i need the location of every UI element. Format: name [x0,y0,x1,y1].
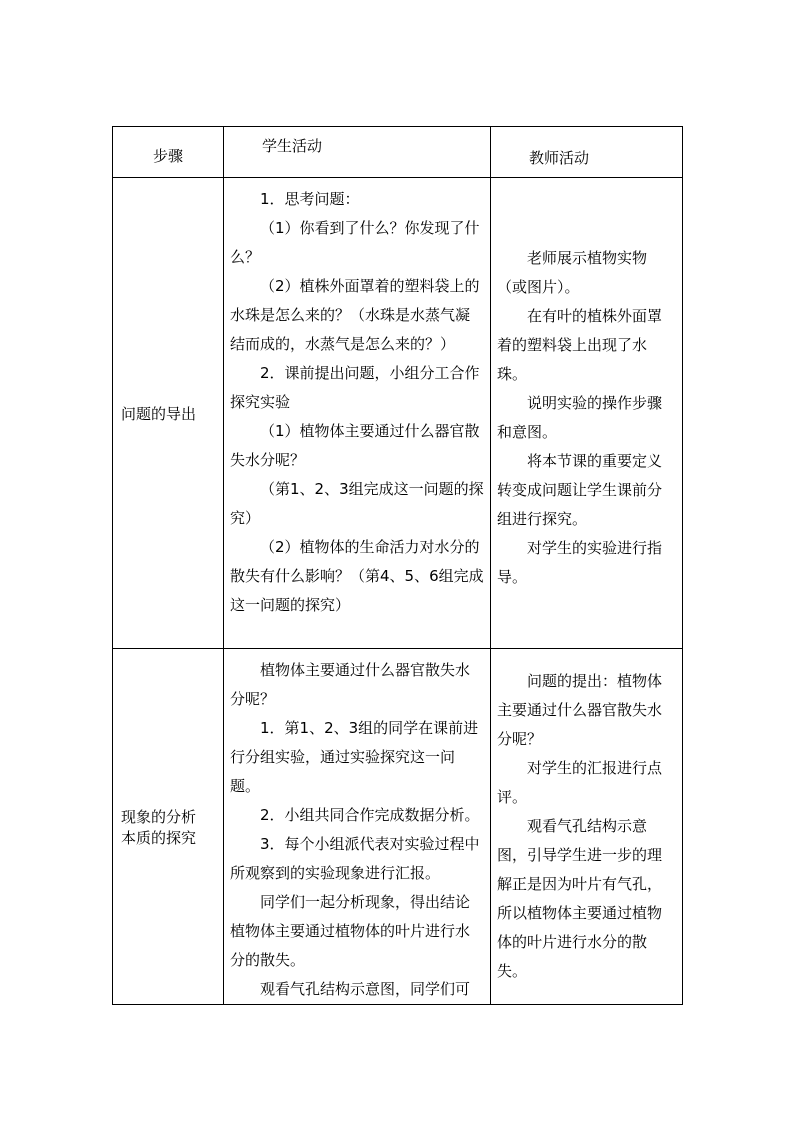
teacher-activity [491,649,682,1004]
paragraph: （第1、2、3组完成这一问题的探究） [230,480,484,527]
step-label: 问题的导出 [121,404,197,423]
paragraph: （2）植物体的生命活力对水分的散失有什么影响？（第4、5、6组完成这一问题的探究） [230,538,484,614]
teacher-activity [491,178,682,648]
paragraph: 2．课前提出问题，小组分工合作探究实验 [230,364,480,411]
paragraph: 观看气孔结构示意图，同学们可 [260,980,471,998]
paragraph: （1）你看到了什么？你发现了什么？ [230,219,480,266]
teacher-activity-cell [491,649,683,1005]
header-student-cell [224,127,491,178]
paragraph: 将本节课的重要定义转变成问题让学生课前分组进行探究。 [497,452,663,528]
paragraph: 植物体主要通过什么器官散失水分呢？ [230,661,471,708]
paragraph: 在有叶的植株外面罩着的塑料袋上出现了水珠。 [497,307,663,383]
paragraph: 3．每个小组派代表对实验过程中所观察到的实验现象进行汇报。 [230,835,480,882]
paragraph: 问题的提出：植物体主要通过什么器官散失水分呢？ [497,672,663,748]
paragraph: 对学生的汇报进行点评。 [497,759,663,806]
paragraph: 说明实验的操作步骤和意图。 [497,394,663,441]
lesson-plan-table [112,126,683,1005]
table-row [113,178,683,649]
header-row [113,127,683,178]
paragraph: 1．思考问题： [260,190,360,208]
table-row [113,649,683,1005]
step-cell [113,178,224,649]
paragraph: 老师展示植物实物（或图片）。 [497,249,648,296]
paragraph: 对学生的实验进行指导。 [497,539,663,586]
student-activity-cell [224,649,491,1005]
student-activity-cell [224,178,491,649]
paragraph: 1．第1、2、3组的同学在课前进行分组实验，通过实验探究这一问题。 [230,719,479,795]
paragraph: （1）植物体主要通过什么器官散失水分呢？ [230,422,480,469]
paragraph: 2．小组共同合作完成数据分析。 [260,806,480,824]
step-label: 现象的分析本质的探究 [121,807,197,847]
teacher-activity-cell [491,178,683,649]
student-activity [224,178,490,648]
header-step: 步骤 [152,146,183,165]
step-cell [113,649,224,1005]
header-teacher-cell [491,127,683,178]
paragraph: 观看气孔结构示意图，引导学生进一步的理解正是因为叶片有气孔，所以植物体主要通过植物体的叶片进行水分的散失。 [497,817,663,980]
student-activity [224,649,490,1004]
paragraph: （2）植株外面罩着的塑料袋上的水珠是怎么来的？（水珠是水蒸气凝结而成的，水蒸气是怎么来的？） [230,277,480,353]
header-teacher: 教师活动 [529,149,590,167]
header-student: 学生活动 [262,137,323,155]
header-step-cell [113,127,224,178]
paragraph: 同学们一起分析现象，得出结论植物体主要通过植物体的叶片进行水分的散失。 [230,893,471,969]
